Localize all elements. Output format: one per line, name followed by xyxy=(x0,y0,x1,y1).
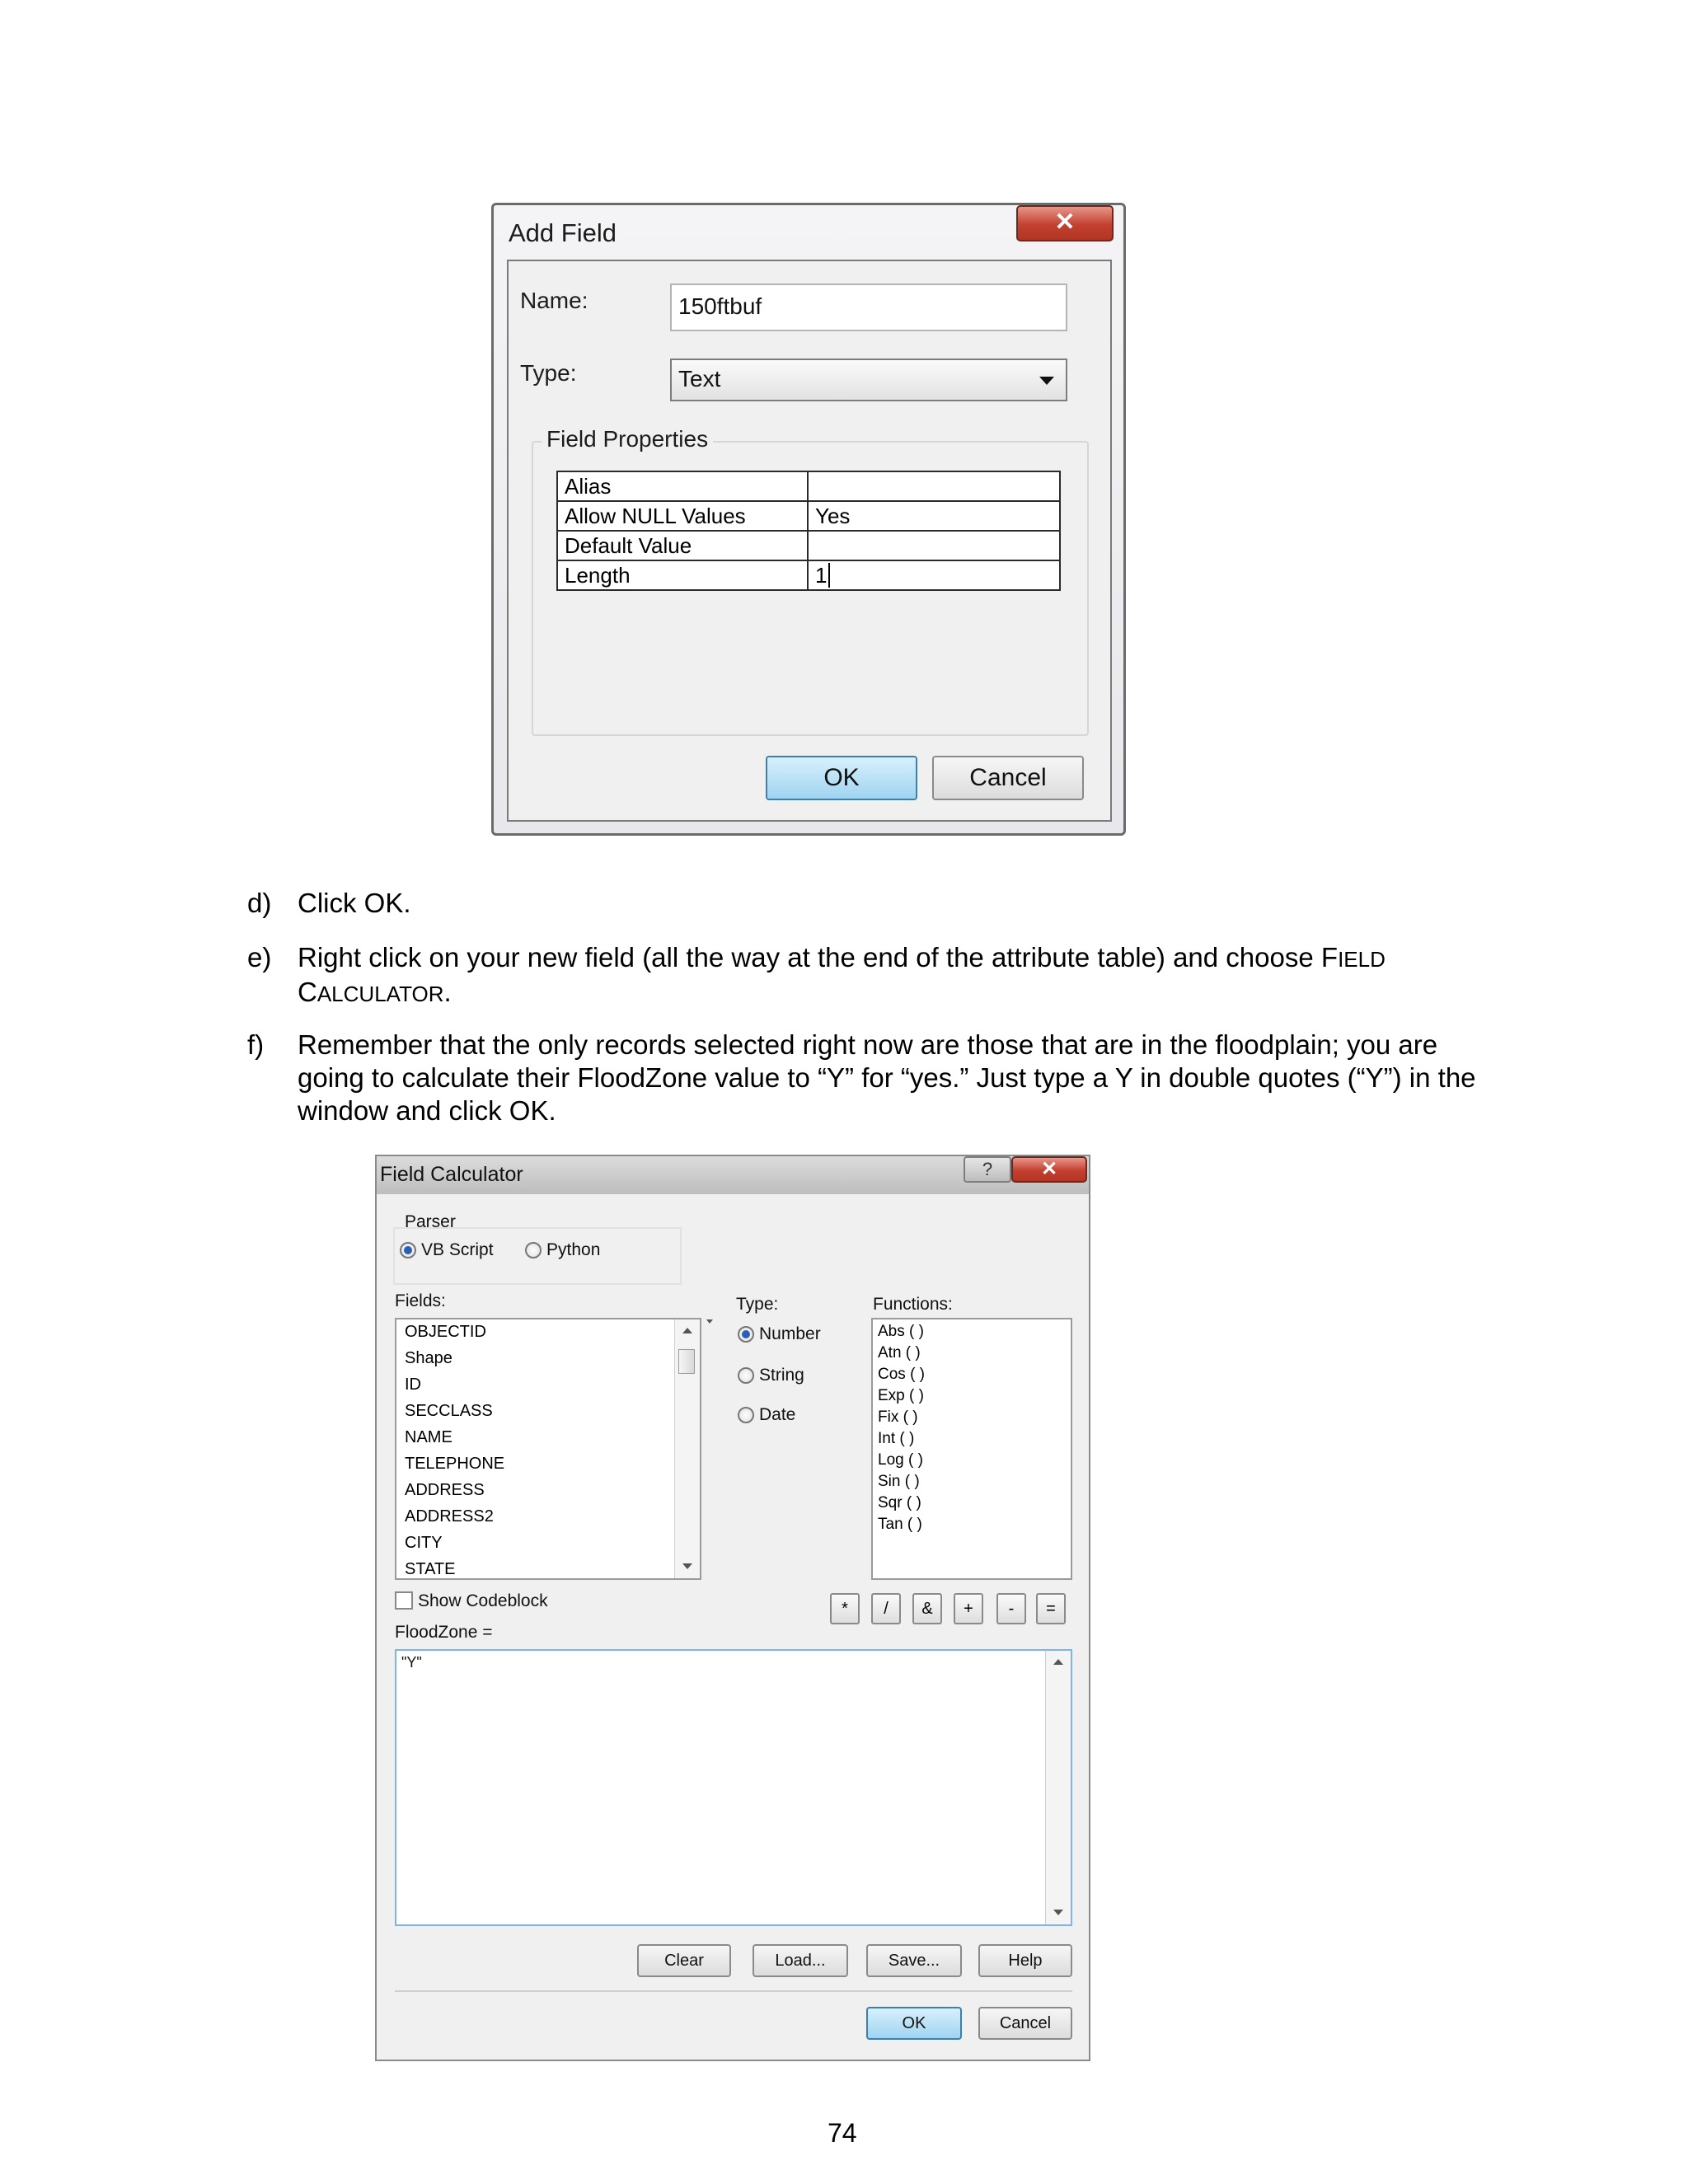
length-value: 1 xyxy=(815,562,828,588)
page-number: 74 xyxy=(828,2118,857,2148)
small-caps-initial: F xyxy=(1320,942,1339,972)
functions-list[interactable] xyxy=(871,1318,1072,1580)
expression-input[interactable] xyxy=(395,1649,1072,1926)
cancel-button[interactable]: Cancel xyxy=(978,2007,1072,2040)
ok-button[interactable]: OK xyxy=(866,2007,962,2040)
parser-label: Parser xyxy=(405,1212,456,1231)
cancel-button[interactable]: Cancel xyxy=(932,756,1084,800)
ok-button[interactable]: OK xyxy=(766,756,917,800)
property-row xyxy=(557,560,1060,590)
list-item[interactable]: Fix ( ) xyxy=(878,1408,918,1426)
list-item[interactable]: Exp ( ) xyxy=(878,1387,924,1404)
text-cursor xyxy=(828,563,836,588)
close-button[interactable] xyxy=(1011,1156,1087,1183)
list-item[interactable]: Int ( ) xyxy=(878,1430,915,1447)
dialog-title: Field Calculator xyxy=(380,1163,523,1186)
scroll-thumb[interactable] xyxy=(678,1349,695,1374)
dialog-title: Add Field xyxy=(509,218,617,247)
type-option-number[interactable] xyxy=(738,1324,837,1346)
property-row xyxy=(557,531,1060,560)
small-caps-rest: ALCULATOR xyxy=(316,982,444,1006)
parser-option-python[interactable] xyxy=(525,1240,624,1262)
radio-icon xyxy=(738,1407,754,1423)
radio-icon xyxy=(738,1367,754,1384)
step-marker: f) xyxy=(247,1029,265,1060)
step-text-part: . xyxy=(443,977,452,1007)
close-button[interactable] xyxy=(1016,205,1114,241)
list-item[interactable]: Abs ( ) xyxy=(878,1323,924,1340)
step-f xyxy=(247,1029,1508,1131)
list-item[interactable]: NAME xyxy=(405,1428,452,1446)
list-item[interactable]: OBJECTID xyxy=(405,1323,486,1341)
property-key: Length xyxy=(557,560,808,590)
property-row xyxy=(557,501,1060,531)
list-item[interactable]: ADDRESS2 xyxy=(405,1507,494,1526)
field-properties-group xyxy=(532,426,1089,736)
step-marker: d) xyxy=(247,888,272,918)
expression-scrollbar[interactable] xyxy=(1045,1651,1071,1924)
property-value[interactable] xyxy=(808,560,1060,590)
step-text: Click OK. xyxy=(298,888,411,918)
list-item[interactable]: Atn ( ) xyxy=(878,1344,921,1361)
chevron-down-icon xyxy=(1039,377,1054,385)
fields-label: Fields: xyxy=(395,1291,446,1310)
add-field-dialog xyxy=(491,203,1126,836)
show-codeblock-checkbox[interactable] xyxy=(395,1591,560,1613)
help-button[interactable] xyxy=(964,1156,1011,1183)
add-button[interactable]: + xyxy=(954,1593,983,1624)
scroll-down-icon[interactable] xyxy=(682,1563,692,1569)
save-button[interactable]: Save... xyxy=(866,1944,962,1977)
type-option-label: Number xyxy=(759,1324,821,1343)
type-select-value: Text xyxy=(678,366,721,391)
list-item[interactable]: Tan ( ) xyxy=(878,1516,922,1533)
property-value[interactable] xyxy=(808,531,1060,560)
divider xyxy=(395,1990,1072,1992)
help-text-button[interactable]: Help xyxy=(978,1944,1072,1977)
step-text-part: Right click on your new field (all the way at the end of the attribute table) and choose xyxy=(298,942,1321,972)
close-icon: ✕ xyxy=(1040,1158,1058,1180)
load-button[interactable]: Load... xyxy=(753,1944,848,1977)
type-select[interactable] xyxy=(670,359,1067,401)
radio-selected-icon xyxy=(738,1326,754,1343)
multiply-button[interactable]: * xyxy=(830,1593,860,1624)
small-caps-rest: IELD xyxy=(1338,947,1386,972)
dialog-body xyxy=(507,260,1112,822)
list-item[interactable]: Shape xyxy=(405,1349,452,1367)
list-item[interactable]: Log ( ) xyxy=(878,1451,923,1469)
expression-value: "Y" xyxy=(401,1654,422,1671)
step-e xyxy=(247,941,1508,1009)
scroll-up-icon[interactable] xyxy=(1053,1659,1063,1665)
property-key: Alias xyxy=(557,471,808,501)
type-label: Type: xyxy=(520,360,577,386)
dialog-body xyxy=(377,1194,1089,2060)
radio-icon xyxy=(525,1242,542,1258)
type-option-date[interactable] xyxy=(738,1405,837,1427)
expression-label: FloodZone = xyxy=(395,1623,493,1642)
name-label: Name: xyxy=(520,288,588,313)
fields-list[interactable] xyxy=(395,1318,701,1580)
step-text xyxy=(298,941,1508,1010)
type-label: Type: xyxy=(736,1295,779,1314)
step-marker: e) xyxy=(247,942,272,972)
checkbox-icon xyxy=(395,1591,413,1610)
field-properties-table xyxy=(556,471,1061,591)
divide-button[interactable]: / xyxy=(871,1593,901,1624)
property-value[interactable] xyxy=(808,471,1060,501)
list-item[interactable]: ADDRESS xyxy=(405,1481,485,1499)
show-codeblock-label: Show Codeblock xyxy=(418,1591,548,1610)
list-item[interactable]: Sin ( ) xyxy=(878,1473,920,1490)
type-option-string[interactable] xyxy=(738,1366,837,1387)
type-option-label: Date xyxy=(759,1405,796,1424)
field-properties-label: Field Properties xyxy=(542,426,713,452)
type-option-label: String xyxy=(759,1366,804,1385)
title-bar xyxy=(377,1156,1089,1194)
sort-icon[interactable] xyxy=(706,1319,713,1324)
property-value[interactable]: Yes xyxy=(808,501,1060,531)
list-item[interactable]: STATE xyxy=(405,1560,456,1578)
clear-button[interactable]: Clear xyxy=(637,1944,731,1977)
property-row xyxy=(557,471,1060,501)
property-key: Default Value xyxy=(557,531,808,560)
scroll-down-icon[interactable] xyxy=(1053,1910,1063,1915)
parser-option-label: Python xyxy=(546,1240,601,1259)
field-calculator-dialog xyxy=(375,1155,1090,2061)
list-item[interactable]: CITY xyxy=(405,1534,443,1552)
small-caps-initial: C xyxy=(298,977,317,1007)
list-item[interactable]: ID xyxy=(405,1376,421,1394)
step-d xyxy=(247,887,1508,920)
parser-option-label: VB Script xyxy=(421,1240,494,1259)
property-key: Allow NULL Values xyxy=(557,501,808,531)
equals-button[interactable]: = xyxy=(1036,1593,1066,1624)
close-icon: ✕ xyxy=(1054,209,1076,236)
name-input[interactable]: 150ftbuf xyxy=(670,284,1067,331)
step-text: Remember that the only records selected right now are those that are in the floodplain; you are going to calculate their FloodZone value to “Y” for “yes.” Just type a Y in double quotes (“Y”) in the window and click OK. xyxy=(298,1029,1476,1126)
list-item[interactable]: Cos ( ) xyxy=(878,1366,925,1383)
subtract-button[interactable]: - xyxy=(996,1593,1026,1624)
parser-option-vbscript[interactable] xyxy=(400,1240,523,1262)
help-icon: ? xyxy=(982,1159,993,1179)
functions-label: Functions: xyxy=(873,1295,953,1314)
radio-selected-icon xyxy=(400,1242,416,1258)
fields-scrollbar[interactable] xyxy=(674,1319,700,1578)
concatenate-button[interactable]: & xyxy=(912,1593,942,1624)
list-item[interactable]: SECCLASS xyxy=(405,1402,493,1420)
scroll-up-icon[interactable] xyxy=(682,1328,692,1333)
list-item[interactable]: TELEPHONE xyxy=(405,1455,505,1473)
list-item[interactable]: Sqr ( ) xyxy=(878,1494,921,1511)
